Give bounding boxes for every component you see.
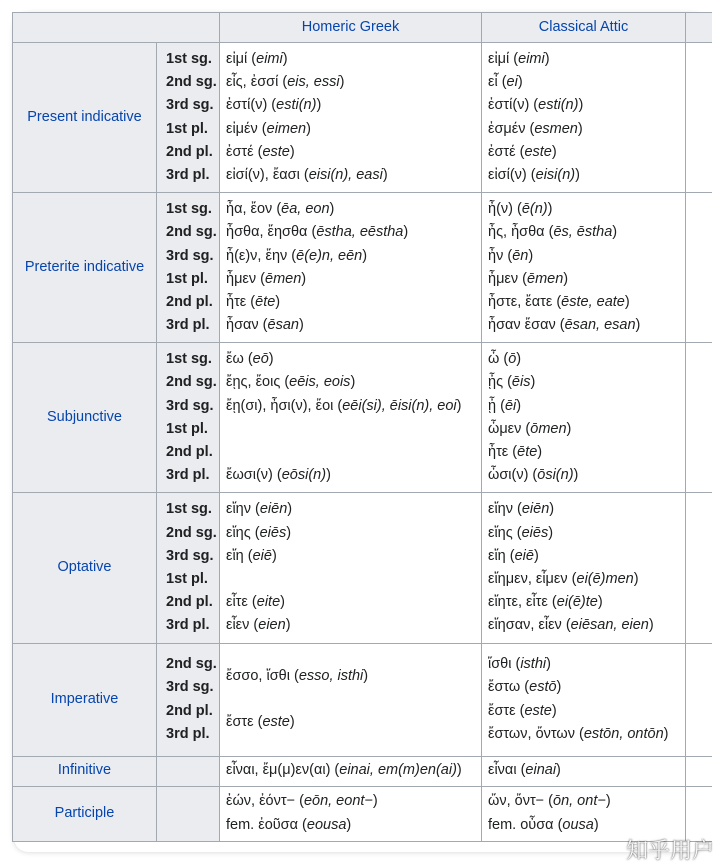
person-label: 2nd pl.: [166, 594, 213, 611]
section-present-indicative: [13, 43, 713, 193]
form-line: ἔσσο, ἴσθι (esso, isthi): [226, 667, 369, 684]
greek-form: fem. ἐοῦσα: [226, 816, 299, 833]
form-line: ἦτε (ēte): [488, 444, 543, 460]
transliteration: eēi(si), ēisi(n), eoi: [342, 397, 457, 414]
next-column-cell: [686, 193, 713, 343]
person-label: 2nd pl.: [166, 293, 213, 310]
transliteration: eiē: [514, 547, 534, 564]
greek-form: ἦσαν ἔσαν: [488, 317, 556, 334]
section-subjunctive: [13, 343, 713, 493]
greek-form: ἦα, ἔον: [226, 201, 273, 218]
form-line: εἰμέν (eimen): [226, 120, 311, 137]
transliteration: estōn, ontōn: [583, 725, 664, 742]
homeric-forms-cell: [220, 643, 482, 756]
form-line: ὦσι(ν) (ōsi(n)): [488, 467, 579, 484]
form-line: ὤν, ὄντ− (ōn, ont−): [488, 793, 611, 810]
form-line: εἴης (eiēs): [488, 524, 554, 541]
homeric-forms-cell: [220, 756, 482, 786]
person-label: 1st sg.: [166, 201, 212, 218]
person-label: 1st sg.: [166, 351, 212, 368]
attic-forms-cell: [482, 193, 686, 343]
form-line: ᾖ (ēi): [488, 397, 522, 414]
form-line: εἴης (eiēs): [226, 524, 292, 541]
person-label: 2nd sg.: [166, 524, 217, 541]
greek-form: ἴσθι: [488, 656, 512, 673]
header-next-column: [686, 13, 713, 43]
form-line: ἴσθι (isthi): [488, 656, 551, 673]
transliteration: eite: [256, 594, 281, 611]
greek-form: ἔω: [226, 351, 244, 368]
form-line-empty: [226, 441, 475, 464]
form-line: εἶναι, ἔμ(μ)εν(αι) (einai, em(m)en(ai)): [226, 762, 462, 779]
transliteration: ei: [506, 74, 518, 91]
person-label: 3rd sg.: [166, 247, 214, 264]
attic-forms-cell: [482, 643, 686, 756]
form-line: ἔστε (este): [488, 702, 557, 719]
transliteration: eēis, eois: [289, 374, 351, 391]
greek-form: ἐών, ἐόντ−: [226, 793, 296, 810]
greek-form: εἰσί(ν): [488, 166, 527, 183]
transliteration: eisi(n): [535, 166, 576, 183]
section-infinitive: [13, 756, 713, 786]
greek-form: ἦ(ε)ν, ἔην: [226, 247, 288, 264]
person-label: 3rd sg.: [166, 397, 214, 414]
greek-form: ἔστων, ὄντων: [488, 725, 575, 742]
form-line-empty: [226, 568, 475, 591]
header-classical-attic[interactable]: Classical Attic: [482, 13, 686, 43]
next-column-cell: [686, 643, 713, 756]
transliteration: eiēn: [259, 501, 288, 518]
person-label: 2nd sg.: [166, 374, 217, 391]
transliteration: ōn, ont−: [553, 793, 606, 810]
form-line: εἶεν (eien): [226, 617, 291, 634]
transliteration: eimen: [266, 120, 307, 137]
form-line: εἰμί (eimi): [226, 51, 288, 67]
person-label: 2nd pl.: [166, 143, 213, 160]
greek-form: εἴησαν, εἶεν: [488, 617, 562, 634]
person-label: 1st sg.: [166, 501, 212, 518]
greek-form: εἰμέν: [226, 120, 258, 137]
homeric-forms-cell: [220, 43, 482, 193]
form-line: ἦσαν ἔσαν (ēsan, esan): [488, 317, 641, 334]
transliteration: eiēn: [521, 501, 550, 518]
person-label: 3rd pl.: [166, 317, 210, 334]
form-line: ἔστων, ὄντων (estōn, ontōn): [488, 725, 669, 742]
section-optative: [13, 493, 713, 643]
form-line: ἦν (ēn): [488, 247, 534, 264]
transliteration: ei(ē)men: [576, 570, 634, 587]
form-line: fem. ἐοῦσα (eousa): [226, 816, 352, 833]
transliteration: eōsi(n): [281, 467, 327, 484]
greek-form: ἦν: [488, 247, 504, 264]
form-line: ἦσθα, ἔησθα (ēstha, eēstha): [226, 224, 409, 241]
transliteration: eimi: [256, 51, 283, 67]
greek-form: ἐστέ: [226, 143, 254, 160]
transliteration: isthi: [520, 656, 547, 673]
greek-form: εἴην: [488, 501, 513, 518]
attic-forms-cell: [482, 786, 686, 841]
greek-form: εἴητε, εἶτε: [488, 594, 548, 611]
next-column-cell: [686, 43, 713, 193]
form-line: ἔῃ(σι), ἦσι(ν), ἔοι (eēi(si), ēisi(n), eoi): [226, 397, 462, 414]
person-label: 2nd sg.: [166, 74, 217, 91]
greek-form: fem. οὖσα: [488, 816, 554, 833]
person-label: 2nd sg.: [166, 656, 217, 673]
form-line: ἐστί(ν) (esti(n)): [488, 97, 584, 114]
transliteration: ōsi(n): [537, 467, 574, 484]
transliteration: ō: [508, 351, 517, 368]
greek-form: ἦς, ἦσθα: [488, 224, 545, 241]
greek-form: ἔωσι(ν): [226, 467, 273, 484]
person-label: 2nd pl.: [166, 702, 213, 719]
person-label: 1st pl.: [166, 120, 208, 137]
row-header-preterite-indicative[interactable]: Preterite indicative: [13, 193, 157, 343]
next-column-cell: [686, 786, 713, 841]
next-column-cell: [686, 343, 713, 493]
transliteration: estō: [529, 679, 557, 696]
attic-forms-cell: [482, 493, 686, 643]
form-line: ἦα, ἔον (ēa, eon): [226, 201, 335, 218]
transliteration: eisi(n), easi: [308, 166, 383, 183]
transliteration: esso, isthi: [298, 667, 364, 684]
greek-form: εἴην: [226, 501, 251, 518]
transliteration: einai, em(m)en(ai): [339, 762, 457, 779]
transliteration: este: [524, 702, 552, 719]
header-blank-cell: [13, 13, 220, 43]
row-header-infinitive[interactable]: Infinitive: [13, 756, 157, 786]
transliteration: ēis: [511, 374, 531, 391]
greek-form: εἴη: [226, 547, 244, 564]
transliteration: ē(e)n, eēn: [296, 247, 363, 264]
person-label: 3rd sg.: [166, 97, 214, 114]
greek-form: ἐστί(ν): [488, 97, 530, 114]
person-label: 1st pl.: [166, 270, 208, 287]
greek-form: ἔστε: [488, 702, 516, 719]
section-participle: [13, 786, 713, 841]
greek-form: εἶεν: [226, 617, 250, 634]
transliteration: eousa: [306, 816, 347, 833]
form-line: εἶ (ei): [488, 74, 523, 91]
transliteration: ēte: [517, 444, 538, 460]
table-viewport: [12, 12, 712, 850]
transliteration: eis, essi: [287, 74, 340, 91]
transliteration: einai: [525, 762, 557, 779]
transliteration: este: [262, 143, 290, 160]
row-header-present-indicative[interactable]: Present indicative: [13, 43, 157, 193]
form-line: εἴητε, εἶτε (ei(ē)te): [488, 594, 603, 611]
transliteration: eōn, eont−: [303, 793, 373, 810]
person-label: 3rd pl.: [166, 467, 210, 484]
persons-cell: [157, 193, 220, 343]
transliteration: ēsan, esan: [564, 317, 636, 334]
transliteration: eien: [258, 617, 286, 634]
form-line: ἐστί(ν) (esti(n)): [226, 97, 322, 114]
transliteration: ēn: [512, 247, 529, 264]
row-header-participle[interactable]: Participle: [13, 786, 157, 841]
form-line: ἔω (eō): [226, 351, 274, 368]
header-homeric-greek[interactable]: Homeric Greek: [220, 13, 482, 43]
form-line: ἦμεν (ēmen): [226, 270, 307, 287]
greek-form: εἴημεν, εἶμεν: [488, 570, 568, 587]
greek-form: ἦτε: [226, 293, 247, 310]
form-line: εἴημεν, εἶμεν (ei(ē)men): [488, 570, 639, 587]
conjugation-table: [12, 12, 712, 842]
transliteration: este: [524, 143, 552, 160]
form-line-empty: [226, 418, 475, 441]
form-line: εἶς, ἐσσί (eis, essi): [226, 74, 345, 91]
greek-form: εἶ: [488, 74, 498, 91]
form-line: εἴησαν, εἶεν (eiēsan, eien): [488, 617, 654, 634]
transliteration: ēmen: [265, 270, 302, 287]
attic-forms-cell: [482, 43, 686, 193]
transliteration: esti(n): [276, 97, 317, 114]
homeric-forms-cell: [220, 193, 482, 343]
persons-cell-empty: [157, 786, 220, 841]
greek-form: ὦμεν: [488, 420, 522, 437]
form-line: ἔστω (estō): [488, 679, 562, 696]
form-line: ὦμεν (ōmen): [488, 420, 572, 437]
form-line: εἴην (eiēn): [226, 501, 293, 518]
transliteration: eiēs: [259, 524, 287, 541]
form-line-empty: [226, 688, 475, 711]
form-line: ἦμεν (ēmen): [488, 270, 569, 287]
form-line: ἐών, ἐόντ− (eōn, eont−): [226, 793, 378, 810]
form-line: εἴην (eiēn): [488, 501, 555, 518]
transliteration: esti(n): [538, 97, 579, 114]
greek-form: ἦμεν: [226, 270, 257, 287]
transliteration: ousa: [562, 816, 594, 833]
transliteration: ēs, ēstha: [553, 224, 613, 241]
homeric-forms-cell: [220, 493, 482, 643]
transliteration: eimi: [518, 51, 545, 67]
form-line: ὦ (ō): [488, 351, 522, 368]
greek-form: εἴη: [488, 547, 506, 564]
person-label: 3rd pl.: [166, 725, 210, 742]
person-label: 1st pl.: [166, 420, 208, 437]
greek-form: ἔστω: [488, 679, 521, 696]
transliteration: ēmen: [527, 270, 564, 287]
next-column-cell: [686, 756, 713, 786]
form-line: ἦστε, ἔατε (ēste, eate): [488, 293, 630, 310]
form-line: ἦσαν (ēsan): [226, 317, 304, 334]
greek-form: εἴης: [226, 524, 251, 541]
transliteration: ē(n): [521, 201, 548, 218]
greek-form: ἦμεν: [488, 270, 519, 287]
greek-form: εἶναι: [488, 762, 517, 779]
greek-form: εἶς, ἐσσί: [226, 74, 279, 91]
persons-cell: [157, 343, 220, 493]
greek-form: ἦσαν: [226, 317, 259, 334]
form-line: ἔστε (este): [226, 714, 295, 731]
transliteration: este: [262, 714, 290, 731]
person-label: 3rd sg.: [166, 547, 214, 564]
greek-form: ἐστέ: [488, 143, 516, 160]
next-column-cell: [686, 493, 713, 643]
section-preterite-indicative: [13, 193, 713, 343]
person-label: 2nd sg.: [166, 224, 217, 241]
form-line: ἔῃς, ἔοις (eēis, eois): [226, 374, 356, 391]
greek-form: ἐσμέν: [488, 120, 526, 137]
persons-cell: [157, 643, 220, 756]
watermark: 知乎用户: [625, 839, 714, 864]
form-line: ἐσμέν (esmen): [488, 120, 583, 137]
transliteration: ēa, eon: [281, 201, 330, 218]
greek-form: εἶναι, ἔμ(μ)εν(αι): [226, 762, 331, 779]
greek-form: ὦ: [488, 351, 500, 368]
transliteration: ēte: [255, 293, 276, 310]
form-line: εἰσί(ν), ἔασι (eisi(n), easi): [226, 166, 388, 183]
greek-form: εἰσί(ν), ἔασι: [226, 166, 300, 183]
header-row: [13, 13, 713, 43]
transliteration: ei(ē)te: [556, 594, 598, 611]
form-line: ἦτε (ēte): [226, 293, 281, 310]
form-line: ἦ(ε)ν, ἔην (ē(e)n, eēn): [226, 247, 368, 264]
form-line: fem. οὖσα (ousa): [488, 816, 599, 833]
row-header-subjunctive[interactable]: Subjunctive: [13, 343, 157, 493]
form-line: εἴη (eiē): [488, 547, 539, 564]
greek-form: ἔσσο, ἴσθι: [226, 667, 290, 684]
persons-cell-empty: [157, 756, 220, 786]
attic-forms-cell: [482, 343, 686, 493]
transliteration: ōmen: [530, 420, 567, 437]
form-line: εἰσί(ν) (eisi(n)): [488, 166, 580, 183]
form-line: ᾖς (ēis): [488, 374, 536, 391]
transliteration: eō: [252, 351, 269, 368]
persons-cell: [157, 43, 220, 193]
form-line: ἔωσι(ν) (eōsi(n)): [226, 467, 331, 484]
form-line: εἶτε (eite): [226, 594, 285, 611]
transliteration: esmen: [534, 120, 578, 137]
greek-form: ἦτε: [488, 444, 509, 460]
transliteration: ēsan: [267, 317, 299, 334]
greek-form: ὦσι(ν): [488, 467, 529, 484]
form-line: εἰμί (eimi): [488, 51, 550, 67]
greek-form: εἰμί: [488, 51, 510, 67]
greek-form: ἦστε, ἔατε: [488, 293, 553, 310]
person-label: 3rd sg.: [166, 679, 214, 696]
attic-forms-cell: [482, 756, 686, 786]
transliteration: ēi: [504, 397, 517, 414]
form-line: ἦς, ἦσθα (ēs, ēstha): [488, 224, 618, 241]
greek-form: ᾖς: [488, 374, 504, 391]
transliteration: ēstha, eēstha: [316, 224, 404, 241]
person-label: 2nd pl.: [166, 444, 213, 460]
row-header-imperative[interactable]: Imperative: [13, 643, 157, 756]
form-line: ἐστέ (este): [488, 143, 557, 160]
form-line: ἦ(ν) (ē(n)): [488, 201, 553, 218]
greek-form: εἴης: [488, 524, 513, 541]
greek-form: ἐστί(ν): [226, 97, 268, 114]
persons-cell: [157, 493, 220, 643]
greek-form: εἰμί: [226, 51, 248, 67]
greek-form: ᾖ: [488, 397, 497, 414]
transliteration: eiē: [252, 547, 272, 564]
person-label: 1st pl.: [166, 570, 208, 587]
homeric-forms-cell: [220, 786, 482, 841]
person-label: 3rd pl.: [166, 166, 210, 183]
section-imperative: [13, 643, 713, 756]
greek-form: ὤν, ὄντ−: [488, 793, 545, 810]
transliteration: ēste, eate: [561, 293, 625, 310]
person-label: 1st sg.: [166, 51, 212, 67]
person-label: 3rd pl.: [166, 617, 210, 634]
form-line: εἴη (eiē): [226, 547, 277, 564]
transliteration: eiēs: [521, 524, 549, 541]
form-line: ἐστέ (este): [226, 143, 295, 160]
greek-form: εἶτε: [226, 594, 248, 611]
greek-form: ἔῃς, ἔοις: [226, 374, 281, 391]
greek-form: ἔῃ(σι), ἦσι(ν), ἔοι: [226, 397, 334, 414]
transliteration: eiēsan, eien: [570, 617, 649, 634]
greek-form: ἔστε: [226, 714, 254, 731]
homeric-forms-cell: [220, 343, 482, 493]
greek-form: ἦ(ν): [488, 201, 513, 218]
row-header-optative[interactable]: Optative: [13, 493, 157, 643]
greek-form: ἦσθα, ἔησθα: [226, 224, 308, 241]
form-line: εἶναι (einai): [488, 762, 561, 779]
